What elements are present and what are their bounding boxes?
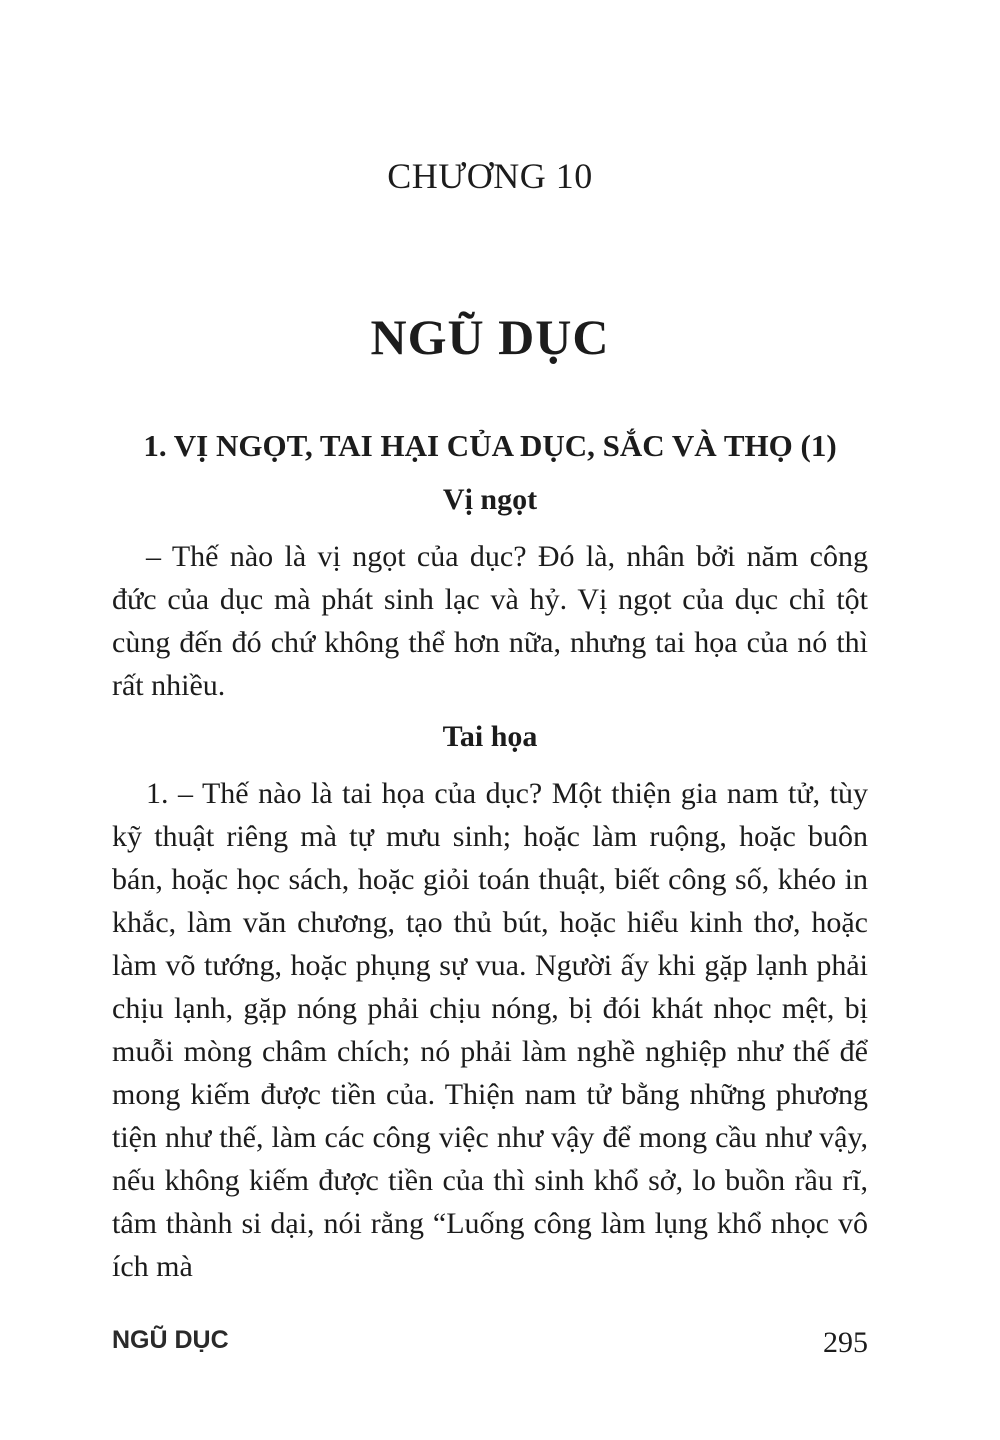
paragraph-sweetness: – Thế nào là vị ngọt của dục? Đó là, nhân bởi năm công đức của dục mà phát sinh lạc và hỷ. Vị ngọt của dục chỉ tột cùng đến đó chứ không thể hơn nữa, nhưng tai họa của nó thì rất nhiều. xyxy=(112,540,868,702)
chapter-label: CHƯƠNG 10 xyxy=(387,156,593,196)
chapter-title: NGŨ DỤC xyxy=(370,309,610,365)
page-number: 295 xyxy=(823,1326,868,1359)
section-heading: 1. VỊ NGỌT, TAI HẠI CỦA DỤC, SẮC VÀ THỌ (1) xyxy=(143,428,837,463)
subsection-heading-sweetness: Vị ngọt xyxy=(442,483,538,516)
running-footer-title: NGŨ DỤC xyxy=(112,1326,229,1354)
paragraph-danger: 1. – Thế nào là tai họa của dục? Một thiện gia nam tử, tùy kỹ thuật riêng mà tự mưu sinh; hoặc làm ruộng, hoặc buôn bán, hoặc học sách, hoặc giỏi toán thuật, biết công số, khéo in khắc, làm văn chương, tạo thủ bút, hoặc hiểu kinh thơ, hoặc làm võ tướng, hoặc phụng sự vua. Người ấy khi gặp lạnh phải chịu lạnh, gặp nóng phải chịu nóng, bị đói khát nhọc mệt, bị muỗi mòng châm chích; nó phải làm nghề nghiệp như thế để mong kiếm được tiền của. Thiện nam tử bằng những phương tiện như thế, làm các công việc như vậy để mong cầu như vậy, nếu không kiếm được tiền của thì sinh khổ sở, lo buồn rầu rĩ, tâm thành si dại, nói rằng “Luống công làm lụng khổ nhọc vô ích mà xyxy=(112,777,868,1283)
subsection-heading-danger: Tai họa xyxy=(442,720,538,753)
